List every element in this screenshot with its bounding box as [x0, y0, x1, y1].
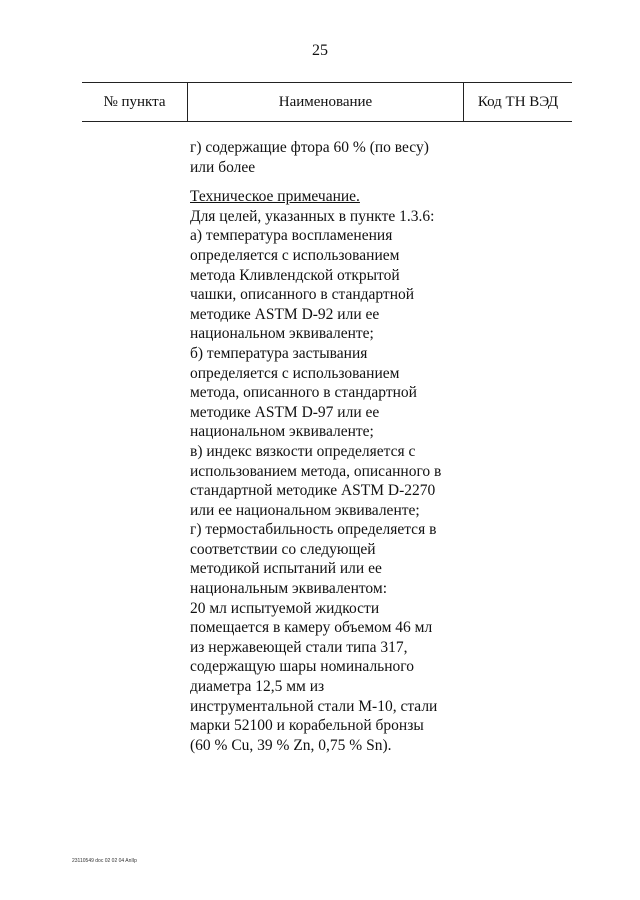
text-line: содержащую шары номинального	[190, 658, 415, 676]
text-line: национальном эквиваленте;	[190, 325, 374, 343]
text-line: использованием метода, описанного в	[190, 462, 442, 480]
text-line: метода Кливлендской открытой	[190, 266, 400, 284]
text-line: чашки, описанного в стандартной	[190, 286, 415, 304]
text-line: г) термостабильность определяется в	[190, 521, 437, 539]
text-line: национальном эквиваленте;	[190, 423, 374, 441]
text-line: Для целей, указанных в пункте 1.3.6:	[190, 207, 435, 225]
text-line: инструментальной стали М-10, стали	[190, 697, 438, 715]
text-line: методике ASTM D-92 или ее	[190, 305, 380, 323]
header-col-code: Код ТН ВЭД	[477, 93, 559, 110]
text-line: метода, описанного в стандартной	[190, 384, 417, 402]
footer-document-code: 23110549 doc 02 02 04 AnIIp	[72, 858, 137, 864]
text-line: марки 52100 и корабельной бронзы	[190, 717, 424, 735]
technical-note-title: Техническое примечание.	[190, 188, 360, 206]
text-line: а) температура воспламенения	[190, 227, 393, 245]
text-line: диаметра 12,5 мм из	[190, 678, 325, 696]
text-line: национальным эквивалентом:	[190, 580, 387, 598]
technical-note-body	[190, 207, 470, 756]
text-line: определяется с использованием	[190, 246, 400, 264]
text-line: соответствии со следующей	[190, 540, 376, 558]
text-line: г) содержащие фтора 60 % (по весу)	[190, 139, 429, 156]
header-col-name: Наименование	[188, 83, 464, 121]
header-col-number: № пункта	[82, 83, 188, 121]
text-line: (60 % Cu, 39 % Zn, 0,75 % Sn).	[190, 736, 392, 754]
text-line: б) температура застывания	[190, 344, 368, 362]
text-line: методике ASTM D-97 или ее	[190, 403, 380, 421]
text-line: в) индекс вязкости определяется с	[190, 442, 416, 460]
text-line: определяется с использованием	[190, 364, 400, 382]
text-line: или ее национальном эквиваленте;	[190, 501, 420, 519]
table-header	[82, 82, 572, 122]
item-description	[190, 138, 470, 755]
page-number: 25	[312, 42, 328, 59]
text-line: помещается в камеру объемом 46 мл	[190, 619, 433, 637]
item-g-text	[190, 138, 470, 177]
text-line: стандартной методике ASTM D-2270	[190, 482, 436, 500]
text-line: методикой испытаний или ее	[190, 560, 382, 578]
text-line: из нержавеющей стали типа 317,	[190, 638, 408, 656]
text-line: 20 мл испытуемой жидкости	[190, 599, 380, 617]
text-line: или более	[190, 158, 256, 176]
